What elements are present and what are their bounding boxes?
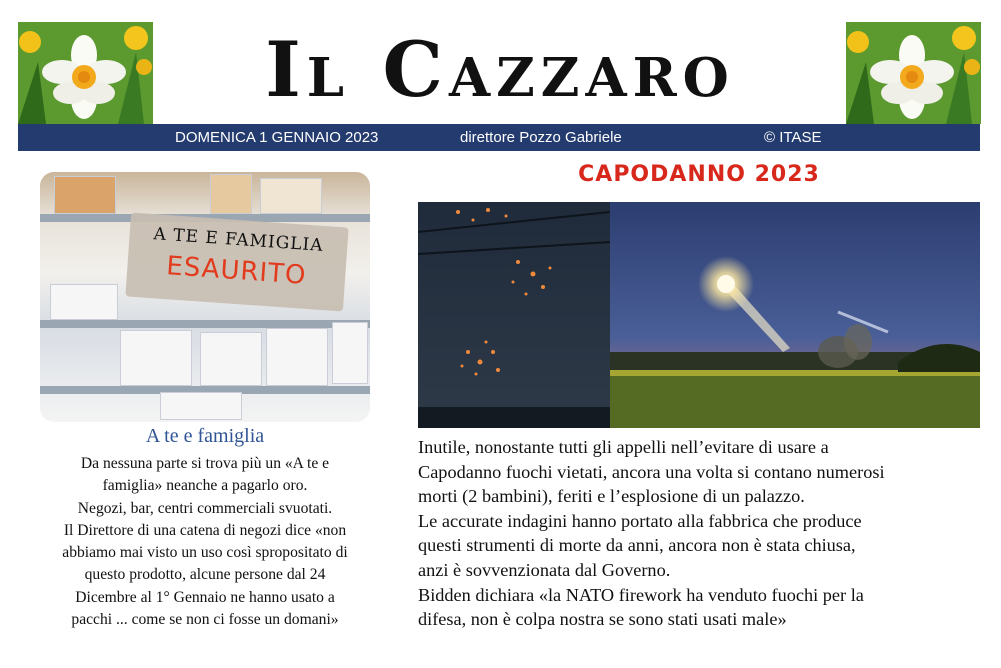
right-article-line: anzi è sovvenzionata dal Governo. <box>418 559 671 580</box>
left-article-line: pacchi ... come se non ci fosse un domani» <box>71 611 339 629</box>
issue-date: DOMENICA 1 GENNAIO 2023 <box>175 129 379 146</box>
left-article-title: A te e famiglia <box>145 425 265 447</box>
product-box <box>210 174 252 214</box>
right-article-line: morti (2 bambini), feriti e l’esplosione di un palazzo. <box>418 486 805 507</box>
right-article-line: questi strumenti di morte da anni, ancora non è stata chiusa, <box>418 535 856 556</box>
shelf <box>40 320 370 328</box>
left-article-line: famiglia» neanche a pagarlo oro. <box>102 477 308 495</box>
left-article-line: Dicembre al 1° Gennaio ne hanno usato a <box>75 588 335 606</box>
editor-credit: direttore Pozzo Gabriele <box>460 129 622 146</box>
sold-out-sign <box>125 212 348 311</box>
info-bar <box>18 124 980 151</box>
right-article-line: Capodanno fuochi vietati, ancora una volta si contano numerosi <box>418 461 885 482</box>
daffodil-icon <box>18 22 153 124</box>
left-article-line: Il Direttore di una catena di negozi dice «non <box>63 521 347 539</box>
product-box <box>50 284 118 320</box>
daffodil-icon <box>846 22 981 124</box>
product-box <box>260 178 322 214</box>
right-article-line: difesa, non è colpa nostra se sono stati usati male» <box>418 609 787 630</box>
fireworks-rocket-photo <box>418 202 980 428</box>
product-box <box>332 322 368 384</box>
sign-sold-out: ESAURITO <box>165 251 308 291</box>
right-article-headline: CAPODANNO 2023 <box>578 162 820 187</box>
sign-product-name: A TE E FAMIGLIA <box>152 224 325 256</box>
left-article-line: Negozi, bar, centri commerciali svuotati. <box>77 499 333 517</box>
right-article-line: Le accurate indagini hanno portato alla fabbrica che produce <box>418 510 862 531</box>
copyright-notice: © ITASE <box>764 129 822 146</box>
newspaper-title: Il Cazzaro <box>265 25 735 114</box>
supermarket-shelves-photo <box>40 172 370 422</box>
right-article-line: Inutile, nonostante tutti gli appelli nell’evitare di usare a <box>418 437 829 457</box>
left-article-body <box>40 453 370 631</box>
product-box <box>200 332 262 386</box>
left-article-line: questo prodotto, alcune persone dal 24 <box>84 566 326 584</box>
right-article-body <box>418 435 980 632</box>
product-box <box>54 176 116 214</box>
left-article-line: abbiamo mai visto un uso così spropositato di <box>62 544 348 562</box>
left-article-line: Da nessuna parte si trova più un «A te e <box>80 455 330 472</box>
right-article-line: Bidden dichiara «la NATO firework ha venduto fuochi per la <box>418 584 864 605</box>
product-box <box>160 392 242 420</box>
product-box <box>120 330 192 386</box>
product-box <box>266 328 328 386</box>
